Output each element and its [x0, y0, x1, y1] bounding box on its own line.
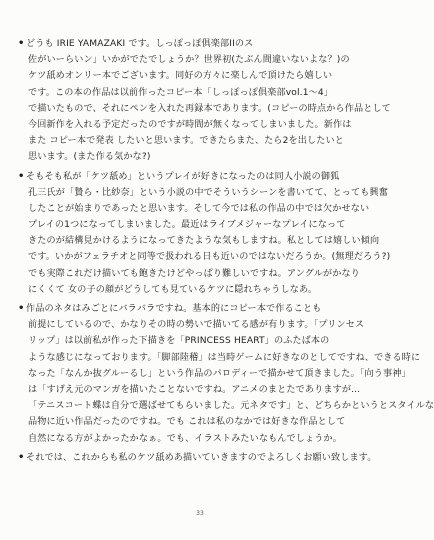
text-line: 品物に近い作品だったのですね。でも これは私のなかでは好きな作品として: [28, 417, 346, 428]
text-line: また コピー本で発表 したいと思います。できたらまた、たら2を出したいと: [28, 136, 344, 147]
text-line: なった「なんか抜グルーるし」という作品のパロディーで描かせて頂きました。「向う事神」: [28, 368, 411, 379]
afterword-paragraph-4: [26, 450, 382, 466]
text-line: ケツ舐めオンリー本でございます。同好の方々に楽しんで頂けたら嬉しい: [28, 71, 333, 82]
text-line: きたのが結構見かけるようになってきたような気もしますね。私としては嬉しい傾向: [28, 236, 380, 247]
text-line: 佐がいーらいン」いかがでたでしょうか？世界初(たぶん間違いないよな？)の: [28, 55, 350, 66]
text-line: 思います。(また作る気かな?): [28, 152, 151, 163]
text-line: です。この本の作品は以前作ったコピー本「しっぽっぽ俱楽部vol.1〜4」: [28, 87, 334, 98]
text-line: リップ」は以前私が作った下描きを「PRINCESS HEART」のふたば本の: [28, 336, 330, 347]
text-line: にくくて 女の子の顔がどうしても見ているケツに隠れちゃうしなあ。: [28, 284, 318, 295]
text-line: 孔三氏が「贄ら・比紗奈」という小説の中でそういうシーンを書いてて、とっても興奮: [28, 187, 388, 198]
text-line: • そもそも私が「ケツ舐め」というプレイが好きになったのは同人小説の御狐: [26, 169, 382, 185]
text-line: プレイの1つになってしまいました。最近はライブメジャーなプレイになって: [28, 220, 346, 231]
afterword-paragraph-2: [26, 169, 391, 299]
text-line: 前提にしているので、かなりその時の勢いで描いてる感が有ります。「プリンセス: [28, 320, 365, 331]
text-line: 今回新作を入れる予定だったのですが時間が無くなってしまいました。新作は: [28, 119, 352, 130]
text-line: • どうも IRIE YAMAZAKI です。しっぽっぽ俱楽部IIのス: [26, 36, 382, 52]
text-line: 自然になる方がよかったかなぁ。でも、イラストみたいなもんでしょうか。: [28, 433, 343, 444]
text-line: したことが始まりであったと思います。そして今では私の作品の中では欠かせない: [28, 203, 370, 214]
page-number: 33: [196, 510, 204, 517]
text-line: • 作品のネタはみごとにバラバラですね。基本的にコピー本で作ることも: [26, 301, 382, 317]
afterword-paragraph-3: [26, 301, 434, 447]
afterword-paragraph-1: [26, 36, 391, 166]
text-line: で描いたもので、それにペンを入れた再録本であります。(コピーの時点から作品として: [28, 103, 391, 114]
afterword-notes: [26, 36, 434, 469]
text-line: です。いかがフェラチオと同等で扱われる日も近いのではないだろうか。(無理だろう?): [28, 252, 391, 263]
text-line: でも実際これだけ描いても飽きたけどやっぱり難しいですね。アングルがかなり: [28, 268, 360, 279]
text-line: 「テニスコート蝶は自分で選ばせてもらいました。元ネタです」と、どちらかというとスタイルな: [28, 401, 434, 412]
text-line: ような感じになっております。「脚部陸稽」は当時ゲームに好きなのとしてですね、できる時に: [28, 352, 421, 363]
text-line: は「すげえ元のマンガを描いたことないですね。アニメのまとたでありますが...: [28, 384, 361, 395]
text-line: • それでは、これからも私のケツ舐めあ描いていきますのでよろしくお願い致します。: [26, 450, 382, 466]
